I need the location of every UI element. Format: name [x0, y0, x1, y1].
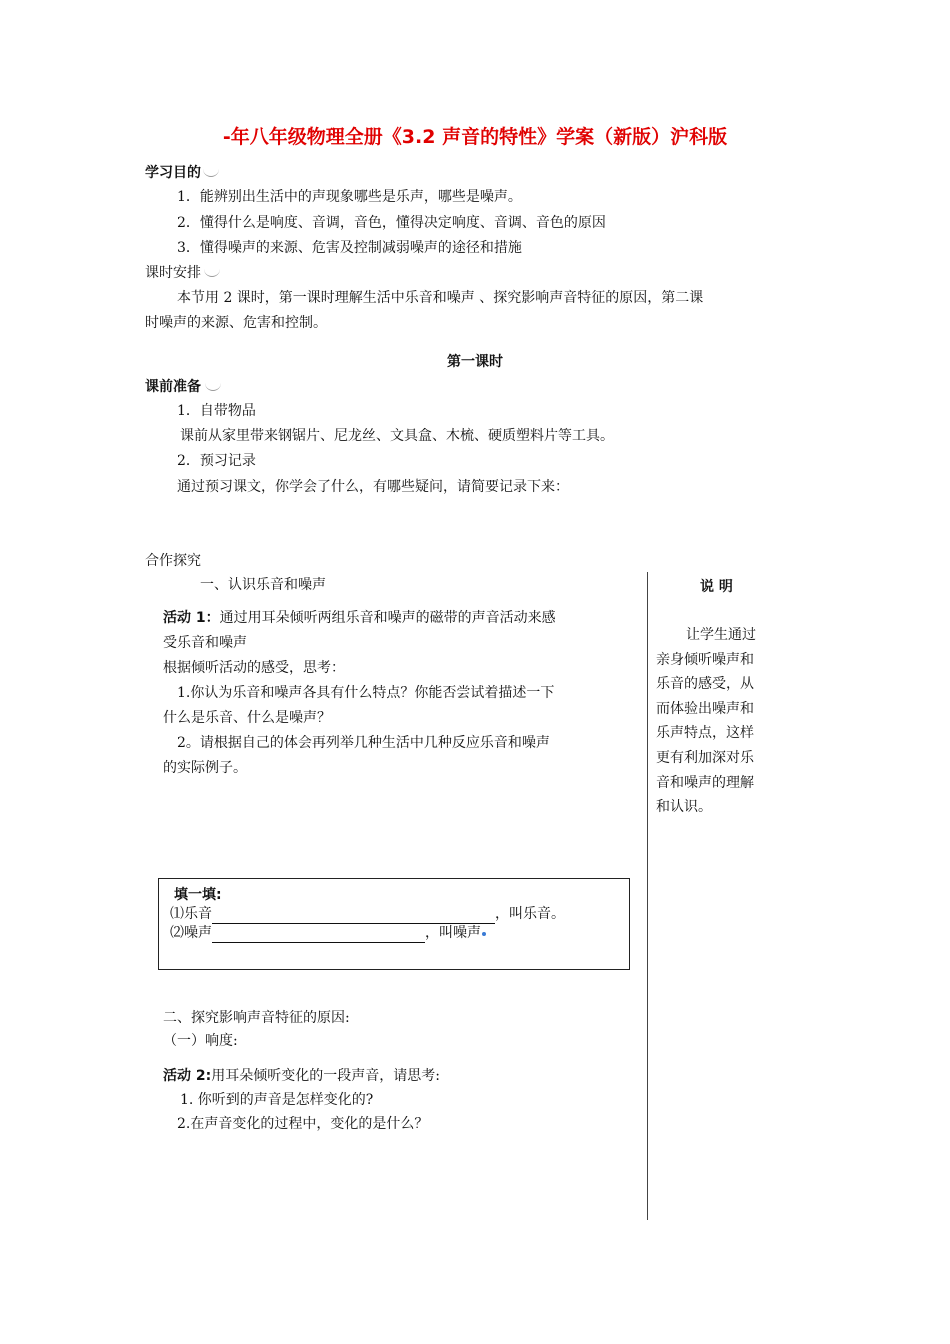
fill-suffix: ，叫乐音。	[495, 906, 565, 922]
activity1-line	[163, 608, 556, 628]
activity-text: 受乐音和噪声	[163, 635, 247, 651]
activity-label: 活动 2:	[163, 1068, 212, 1084]
blank-field[interactable]	[212, 927, 425, 943]
fill-line-noise	[170, 923, 486, 943]
section-heading: 一、认识乐音和噪声	[200, 577, 326, 593]
sidebar-line: 乐音的感受，从	[656, 676, 754, 693]
sidebar-line: 和认识。	[656, 799, 712, 816]
sidebar-line: 更有利加深对乐	[656, 749, 754, 766]
activity2-line	[163, 1066, 440, 1086]
schedule-text: 本节用 2 课时，第一课时理解生活中乐音和噪声 、探究影响声音特征的原因，第二课	[177, 290, 704, 306]
question-text: 什么是乐音、什么是噪声？	[163, 710, 331, 726]
page-title: -年八年级物理全册《3.2 声音的特性》学案（新版）沪科版	[222, 126, 728, 148]
question-text: 1.你认为乐音和噪声各具有什么特点？你能否尝试着描述一下	[177, 685, 555, 701]
prep-item: 2．预习记录	[177, 453, 256, 469]
heading-mark	[204, 268, 220, 277]
prep-heading: 课前准备	[145, 379, 201, 395]
activity-label: 活动 1：	[163, 610, 220, 626]
cursor-dot	[482, 932, 486, 936]
prep-text: 课前从家里带来钢锯片、尼龙丝、文具盒、木梳、硬质塑料片等工具。	[180, 428, 614, 444]
prep-text: 通过预习课文，你学会了什么，有哪些疑问，请简要记录下来：	[177, 479, 569, 495]
heading-mark	[205, 382, 221, 391]
section-heading: 二、探究影响声音特征的原因:	[163, 1010, 350, 1026]
objective-item: 1．能辨别出生活中的声现象哪些是乐声，哪些是噪声。	[177, 189, 522, 205]
sidebar-note	[656, 623, 778, 820]
heading-mark	[203, 168, 219, 177]
schedule-text: 时噪声的来源、危害和控制。	[145, 315, 327, 331]
explore-heading: 合作探究	[145, 553, 201, 569]
activity-text: 用耳朵倾听变化的一段声音，请思考:	[211, 1068, 440, 1084]
blank-field[interactable]	[212, 908, 495, 924]
objective-item: 2．懂得什么是响度、音调，音色，懂得决定响度、音调、音色的原因	[177, 215, 606, 231]
sidebar-line: 而体验出噪声和	[656, 700, 754, 717]
sidebar-line: 亲身倾听噪声和	[656, 651, 754, 668]
sidebar-line: 乐声特点，这样	[656, 725, 754, 742]
question-text: 的实际例子。	[163, 760, 247, 776]
fill-line-music	[170, 904, 565, 924]
prep-item: 1．自带物品	[177, 403, 256, 419]
question-text: 2.在声音变化的过程中，变化的是什么？	[177, 1116, 429, 1132]
activity-text: 通过用耳朵倾听两组乐音和噪声的磁带的声音活动来感	[219, 610, 556, 626]
subsection-heading: （一）响度:	[163, 1033, 238, 1049]
fill-prefix: ⑵噪声	[170, 925, 212, 941]
fill-heading: 填一填:	[174, 887, 222, 903]
sidebar-heading: 说 明	[700, 579, 733, 595]
schedule-heading: 课时安排	[145, 265, 201, 281]
think-prompt: 根据倾听活动的感受，思考：	[163, 660, 345, 676]
question-text: 2。请根据自己的体会再列举几种生活中几种反应乐音和噪声	[177, 735, 550, 751]
sidebar-line: 让学生通过	[686, 627, 756, 643]
fill-suffix: ，叫噪声	[425, 925, 481, 941]
lesson-heading: 第一课时	[447, 354, 503, 370]
question-text: 1. 你听到的声音是怎样变化的?	[180, 1092, 374, 1108]
fill-prefix: ⑴乐音	[170, 906, 212, 922]
sidebar-line: 音和噪声的理解	[656, 774, 754, 791]
column-divider	[647, 572, 648, 1220]
objective-item: 3．懂得噪声的来源、危害及控制减弱噪声的途径和措施	[177, 240, 522, 256]
objectives-heading: 学习目的	[145, 165, 201, 181]
